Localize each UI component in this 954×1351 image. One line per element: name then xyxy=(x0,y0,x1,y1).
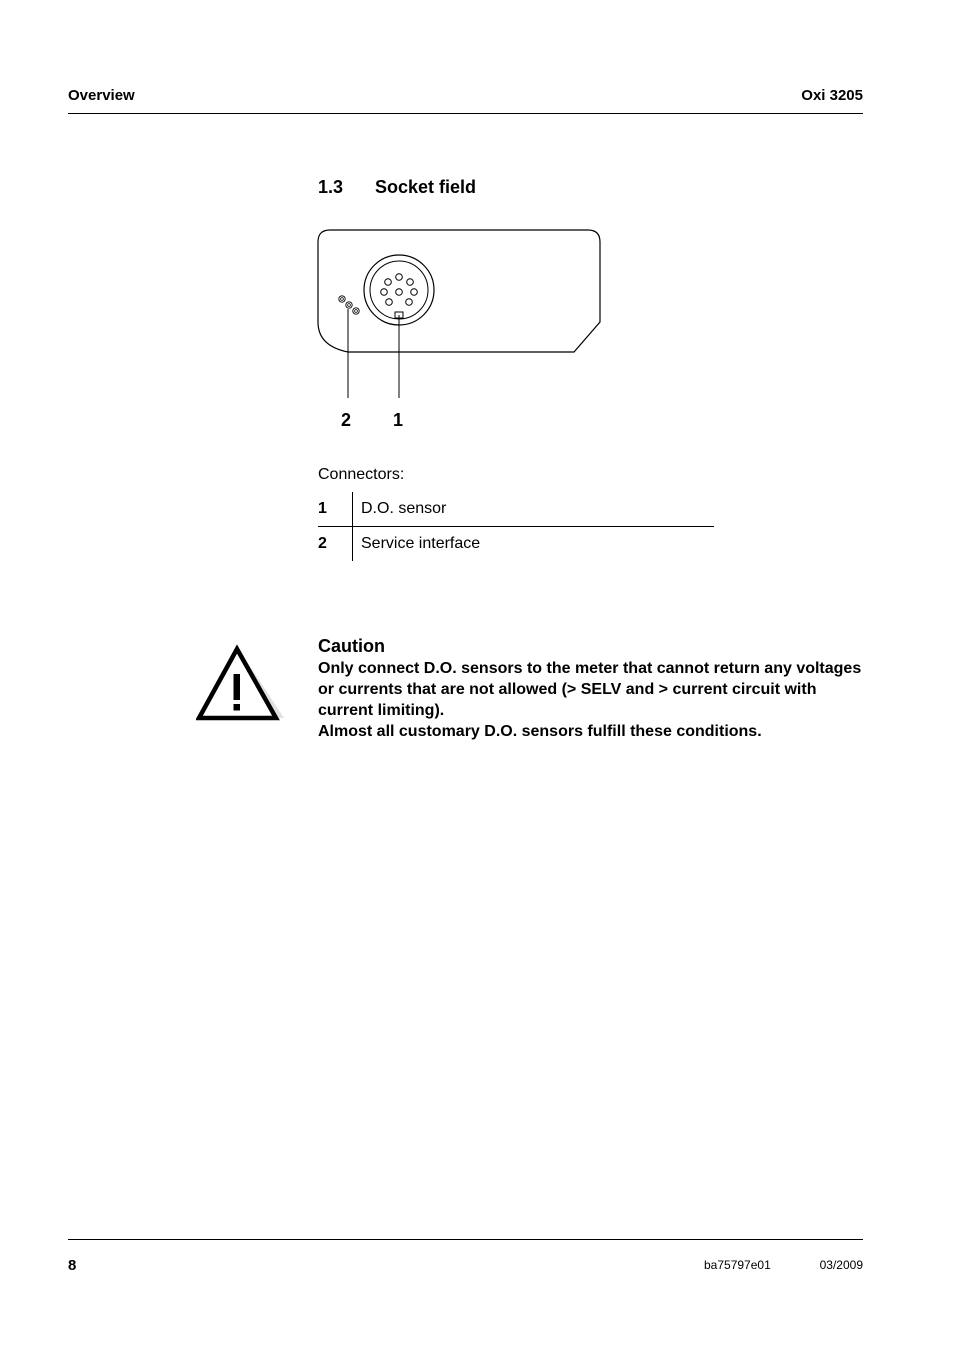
do-sensor-socket xyxy=(364,255,434,325)
caution-line: Only connect D.O. sensors to the meter that cannot return any voltages or currents that are not allowed (> SELV and > current circuit with current limiting). xyxy=(318,660,862,719)
connector-number: 1 xyxy=(318,500,327,517)
service-interface-contacts xyxy=(339,296,359,314)
column-divider xyxy=(352,527,353,561)
section-title: Socket field xyxy=(375,177,477,197)
socket-field-diagram xyxy=(316,226,606,411)
page-number: 8 xyxy=(68,1257,77,1274)
connector-number: 2 xyxy=(318,535,327,552)
connectors-label: Connectors: xyxy=(318,466,405,483)
connector-row xyxy=(318,492,714,527)
header-rule xyxy=(68,113,863,114)
document-id: ba75797e01 xyxy=(704,1258,771,1272)
header-product: Oxi 3205 xyxy=(801,87,863,104)
section-number: 1.3 xyxy=(318,177,344,197)
caution-line: Almost all customary D.O. sensors fulfill these conditions. xyxy=(318,723,762,740)
column-divider xyxy=(352,492,353,526)
caution-title: Caution xyxy=(318,636,385,656)
connector-description: D.O. sensor xyxy=(361,500,447,517)
footer-rule xyxy=(68,1239,863,1240)
document-date: 03/2009 xyxy=(819,1258,863,1272)
connectors-table xyxy=(318,492,714,561)
callout-2: 2 xyxy=(341,410,352,430)
housing-outline xyxy=(318,230,600,352)
warning-triangle-icon xyxy=(196,640,288,729)
connector-row xyxy=(318,527,714,561)
header-section: Overview xyxy=(68,87,135,104)
connector-description: Service interface xyxy=(361,535,481,552)
callout-1: 1 xyxy=(393,410,404,430)
caution-text xyxy=(318,658,863,742)
